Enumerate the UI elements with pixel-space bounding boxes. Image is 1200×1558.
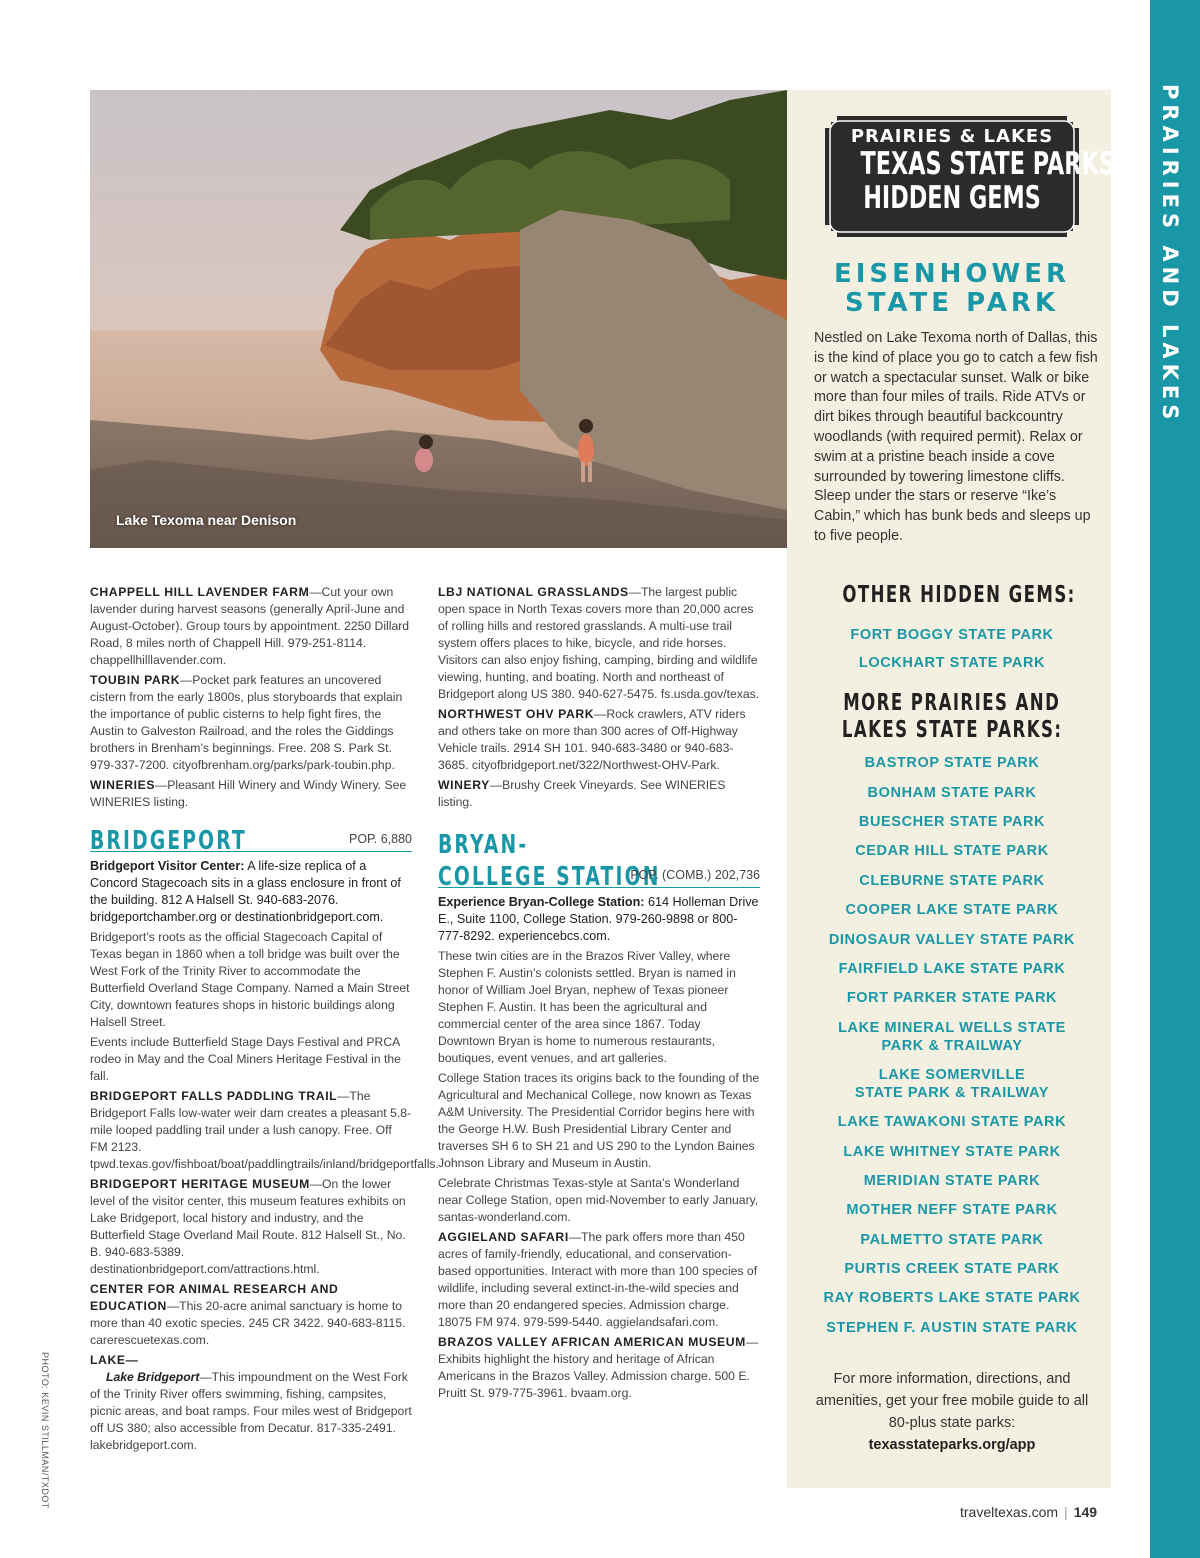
site-url[interactable]: traveltexas.com xyxy=(960,1504,1059,1520)
listing-name: WINERIES xyxy=(90,778,156,792)
other-gems-heading-text: OTHER HIDDEN GEMS: xyxy=(842,582,1076,608)
park-item: PALMETTO STATE PARK xyxy=(860,1232,1044,1248)
section-tab-label: PRAIRIES AND LAKES xyxy=(1158,84,1182,425)
city-header-bryan xyxy=(438,825,760,892)
feature-park-description: Nestled on Lake Texoma north of Dallas, this is the kind of place you go to catch a few fish or watch a spectacular sunset. Walk or bike more than four miles of trails. Ride ATVs or dirt bikes through beautiful backcountry woodlands (with required permit). Relax or swim at a pristine beach inside a cove surrounded by towering limestone cliffs. Sleep under the stars or reserve “Ike’s Cabin,” which has bunk beds and sleeps up to five people. xyxy=(814,330,1098,544)
footer-separator: | xyxy=(1064,1504,1068,1520)
visitor-center-label: Experience Bryan-College Station: xyxy=(438,895,645,909)
page-footer xyxy=(960,1504,1097,1520)
city-header-bridgeport xyxy=(90,821,412,856)
listing-name: WINERY xyxy=(438,778,490,792)
listing-chappell-hill xyxy=(90,584,412,669)
column-2 xyxy=(438,584,760,1405)
listing-name: TOUBIN PARK xyxy=(90,673,181,687)
badge-line2: TEXAS STATE PARKS xyxy=(860,146,1115,182)
visitor-center-bryan xyxy=(438,894,760,945)
listing-text: —The park offers more than 450 acres of family-friendly, educational, and conservation-based opportunities. Interact with more than 100 species of wildlife, including several extinct-in-the-wild species and more than 20 endangered species. Admission charge. 18075 FM 974. 979-599-5440. aggielandsafari.com. xyxy=(438,1230,758,1329)
park-item: BONHAM STATE PARK xyxy=(867,785,1037,801)
listing-text: —This 20-acre animal sanctuary is home to more than 40 exotic species. 245 CR 3422. 940-683-8115. carerescuetexas.com. xyxy=(90,1299,406,1347)
park-item: CLEBURNE STATE PARK xyxy=(859,873,1045,889)
other-gem-item: FORT BOGGY STATE PARK xyxy=(850,627,1054,643)
park-item: FORT PARKER STATE PARK xyxy=(846,990,1058,1006)
visitor-center-text: 614 Holleman Drive E., Suite 1100, College Station. 979-260-9898 or 800-777-8292. experiencebcs.com. xyxy=(438,895,759,943)
photo-caption: Lake Texoma near Denison xyxy=(116,512,297,528)
listing-text: —Rock crawlers, ATV riders and others take on more than 300 acres of Off-Highway Vehicle trails. 2914 SH 101. 940-683-3480 or 940-683-3685. cityofbridgeport.net/322/Northwest-OHV-Park. xyxy=(438,707,746,772)
park-item: FAIRFIELD LAKE STATE PARK xyxy=(838,961,1066,977)
listing-text: —This impoundment on the West Fork of the Trinity River offers swimming, fishing, campsites, picnic areas, and boat ramps. Four miles west of Bridgeport off US 380; also accessible from Decatur. 817-335-2491. lakebridgeport.com. xyxy=(90,1370,412,1452)
city-name: BRIDGEPORT xyxy=(90,826,247,856)
listing-name: LAKE— xyxy=(90,1353,139,1367)
park-item: STATE PARK & TRAILWAY xyxy=(854,1085,1050,1101)
listing-name: CHAPPELL HILL LAVENDER FARM xyxy=(90,585,310,599)
listing-ohv-park xyxy=(438,706,760,774)
listing-toubin-park xyxy=(90,672,412,774)
city-population: POP. (COMB.) 202,736 xyxy=(630,868,760,882)
listing-wineries xyxy=(90,777,412,811)
feature-title-line2: STATE PARK xyxy=(844,288,1060,318)
listing-winery xyxy=(438,777,760,811)
more-parks-heading-line2: LAKES STATE PARKS: xyxy=(841,717,1063,743)
park-item: PURTIS CREEK STATE PARK xyxy=(844,1261,1060,1277)
park-item: LAKE TAWAKONI STATE PARK xyxy=(837,1114,1067,1130)
photo-credit: PHOTO: KEVIN STILLMAN/TXDOT xyxy=(40,1352,50,1509)
visitor-center-label: Bridgeport Visitor Center: xyxy=(90,859,245,873)
listing-text: —Pleasant Hill Winery and Windy Winery. See WINERIES listing. xyxy=(90,778,407,809)
listing-name: AGGIELAND SAFARI xyxy=(438,1230,569,1244)
park-item: CEDAR HILL STATE PARK xyxy=(855,843,1049,859)
listing-name: BRIDGEPORT FALLS PADDLING TRAIL xyxy=(90,1089,338,1103)
sidebar-footer-text: For more information, directions, and amenities, get your free mobile guide to all 80-plus state parks: xyxy=(815,1371,1089,1431)
listing-aggieland-safari xyxy=(438,1229,760,1331)
badge-text xyxy=(825,126,1115,216)
park-item: BASTROP STATE PARK xyxy=(864,755,1040,771)
listing-brazos-museum xyxy=(438,1334,760,1402)
listing-animal-center xyxy=(90,1281,412,1349)
column-1 xyxy=(90,584,439,1457)
park-item: LAKE SOMERVILLE xyxy=(878,1067,1026,1083)
visitor-center-text: A life-size replica of a Concord Stagecoach sits in a glass enclosure in front of the building. 812 A Halsell St. 940-683-2076. bridgeportchamber.org or destinationbridgeport.com. xyxy=(90,859,401,924)
city-name-line1: BRYAN- xyxy=(438,830,529,860)
feature-park-title xyxy=(805,260,1099,318)
listing-text: —Exhibits highlight the history and heritage of African Americans in the Brazos Valley. Admission charge. 500 E. Pruitt St. 979-775-3961. bvaam.org. xyxy=(438,1335,759,1400)
listing-text: —The largest public open space in North Texas covers more than 20,000 acres of rolling hills and restored grasslands. A multi-use trail system offers places to hike, bicycle, and ride horses. Visitors can also enjoy fishing, camping, birding and wildlife viewing, hunting, and boating. North and northeast of Bridgeport along US 380. 940-627-5475. fs.usda.gov/texas. xyxy=(438,585,760,701)
listing-subname: Lake Bridgeport xyxy=(106,1370,200,1384)
more-parks-heading xyxy=(797,690,1107,744)
listing-lake xyxy=(90,1352,412,1454)
section-tab xyxy=(1150,0,1200,1558)
listing-name: BRIDGEPORT HERITAGE MUSEUM xyxy=(90,1177,310,1191)
listing-name: CENTER FOR ANIMAL RESEARCH AND EDUCATION xyxy=(90,1282,339,1313)
state-parks-app-link[interactable]: texasstateparks.org/app xyxy=(868,1437,1036,1453)
badge-line1: PRAIRIES & LAKES xyxy=(850,126,1054,147)
listing-name: NORTHWEST OHV PARK xyxy=(438,707,595,721)
listing-text: —Cut your own lavender during harvest seasons (generally April-June and August-October). Group tours by appointment. 2250 Dillard Road, 8 miles north of Chappell Hill. 979-251-8114. chappellhilllavender.com. xyxy=(90,585,410,667)
park-item: MOTHER NEFF STATE PARK xyxy=(846,1202,1058,1218)
body-paragraph: Bridgeport’s roots as the official Stagecoach Capital of Texas began in 1860 when a toll bridge was built over the West Fork of the Trinity River to accommodate the Butterfield Overland Stage Company. Named a Main Street City, downtown features shops in historic buildings along Halsell Street. xyxy=(90,930,410,1029)
park-item: COOPER LAKE STATE PARK xyxy=(845,902,1059,918)
city-population: POP. 6,880 xyxy=(348,832,412,846)
visitor-center-bridgeport xyxy=(90,858,412,926)
listing-name: LBJ NATIONAL GRASSLANDS xyxy=(438,585,629,599)
feature-title-line1: EISENHOWER xyxy=(833,259,1070,289)
lake-photo xyxy=(90,90,787,548)
more-parks-heading-line1: MORE PRAIRIES AND xyxy=(843,690,1061,716)
other-gems-heading xyxy=(797,582,1107,609)
listing-name: BRAZOS VALLEY AFRICAN AMERICAN MUSEUM xyxy=(438,1335,746,1349)
listing-text: —On the lower level of the visitor center, this museum features exhibits on Lake Bridgeport, local history and industry, and the Butterfield Stage Overland Mail Route. 812 Halsell St., No. B. 940-683-5389. destinationbridgeport.com/attractions.html. xyxy=(90,1177,406,1276)
badge-line3: HIDDEN GEMS xyxy=(863,180,1041,216)
park-item: LAKE WHITNEY STATE PARK xyxy=(843,1144,1061,1160)
body-paragraph: Events include Butterfield Stage Days Festival and PRCA rodeo in May and the Coal Miners Heritage Festival in the fall. xyxy=(90,1035,401,1083)
park-item: MERIDIAN STATE PARK xyxy=(863,1173,1041,1189)
listing-text: —Pocket park features an uncovered cistern from the early 1800s, plus storyboards that explain the importance of public cisterns to help fight fires, the Austin to Galveston Railroad, and the roles the Giddings brothers in Brenham’s beginnings. Free. 208 S. Park St. 979-337-7200. cityofbrenham.org/parks/park-toubin.php. xyxy=(90,673,403,772)
other-gem-item: LOCKHART STATE PARK xyxy=(858,655,1046,671)
listing-heritage-museum xyxy=(90,1176,412,1278)
body-paragraph: These twin cities are in the Brazos River Valley, where Stephen F. Austin’s colonists settled. Bryan is named in honor of William Joel Bryan, nephew of Texas pioneer Stephen F. Austin. It has been the agricultural and commercial center of the area since 1867. Today Downtown Bryan is home to numerous restaurants, boutiques, event venues, and art galleries. xyxy=(438,949,736,1065)
page-number: 149 xyxy=(1073,1504,1098,1520)
sidebar-footer xyxy=(805,1368,1099,1456)
body-paragraph: College Station traces its origins back to the founding of the Agricultural and Mechanical College, now known as Texas A&M University. The Presidential Corridor begins here with the George H.W. Bush Presidential Library Center and traverses SH 6 to SH 21 and US 290 to the Lyndon Baines Johnson Library and Museum in Austin. xyxy=(438,1071,760,1170)
body-paragraph: Celebrate Christmas Texas-style at Santa’s Wonderland near College Station, open mid-November to early January, santas-wonderland.com. xyxy=(438,1176,759,1224)
park-item: DINOSAUR VALLEY STATE PARK xyxy=(828,932,1076,948)
listing-text: —The Bridgeport Falls low-water weir dam creates a pleasant 5.8-mile looped paddling trail under a lush canopy. Free. Off FM 2123. tpwd.texas.gov/fishboat/boat/paddlingtrails/inland/bridgeportfalls. xyxy=(90,1089,439,1171)
listing-bridgeport-falls xyxy=(90,1088,439,1173)
listing-text: —Brushy Creek Vineyards. See WINERIES listing. xyxy=(438,778,726,809)
city-name-line2: COLLEGE STATION xyxy=(438,862,661,892)
park-item: PARK & TRAILWAY xyxy=(881,1038,1023,1054)
park-item: RAY ROBERTS LAKE STATE PARK xyxy=(823,1290,1081,1306)
park-item: STEPHEN F. AUSTIN STATE PARK xyxy=(826,1320,1078,1336)
park-item: LAKE MINERAL WELLS STATE xyxy=(838,1020,1066,1036)
park-item: BUESCHER STATE PARK xyxy=(858,814,1046,830)
listing-lbj-grasslands xyxy=(438,584,760,703)
